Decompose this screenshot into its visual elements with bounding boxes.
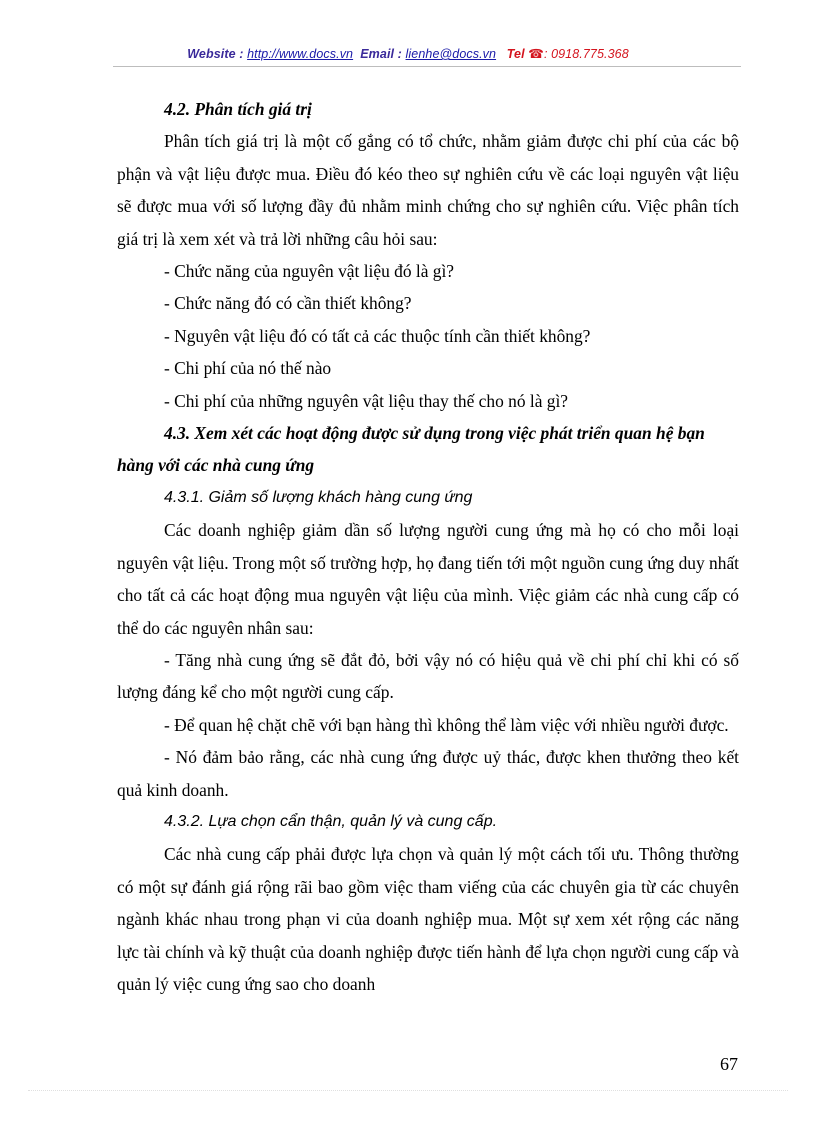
- bullet-item: - Chi phí của nó thế nào: [164, 358, 332, 379]
- paragraph: Phân tích giá trị là một cố gắng có tổ chức, nhằm giảm được chi phí của các bộ phận và vật liệu được mua. Điều đó kéo theo sự nghiên cứu về các loại nguyên vật liệu sẽ được mua với số lượng đầy đủ nhằm minh chứng cho sự nghiên cứu. Việc phân tích giá trị là xem xét và trả lời những câu hỏi sau:: [117, 131, 739, 249]
- tel-label: Tel: [506, 47, 525, 61]
- paragraph: Các nhà cung cấp phải được lựa chọn và quản lý một cách tối ưu. Thông thường có một sự đánh giá rộng rãi bao gồm việc tham viếng của các chuyên gia từ các chuyên ngành khác nhau trong phạn vi của doanh nghiệp mua. Một sự xem xét rộng các năng lực tài chính và kỹ thuật của doanh nghiệp được tiến hành để lựa chọn người cung cấp và quản lý việc cung ứng sao cho doanh: [117, 844, 739, 994]
- website-link[interactable]: http://www.docs.vn: [247, 47, 354, 61]
- phone-icon: ☎: [528, 47, 544, 61]
- section-heading: 4.2. Phân tích giá trị: [164, 99, 312, 119]
- bullet-item: - Chức năng của nguyên vật liệu đó là gì?: [164, 261, 455, 282]
- email-link[interactable]: lienhe@docs.vn: [405, 47, 497, 61]
- page-header: [0, 46, 816, 61]
- header-divider: [113, 66, 741, 67]
- bullet-item: - Nguyên vật liệu đó có tất cả các thuộc tính cần thiết không?: [164, 325, 591, 346]
- subsection-heading: 4.3.2. Lựa chọn cẩn thận, quản lý và cung cấp.: [164, 812, 498, 830]
- bullet-item: - Để quan hệ chặt chẽ với bạn hàng thì không thể làm việc với nhiều người được.: [164, 714, 729, 735]
- bullet-item: - Chức năng đó có cần thiết không?: [164, 293, 412, 314]
- page-number: 67: [720, 1054, 738, 1074]
- paragraph: Các doanh nghiệp giảm dần số lượng người cung ứng mà họ có cho mỗi loại nguyên vật liệu. Trong một số trường hợp, họ đang tiến tới một nguồn cung ứng duy nhất cho tất cả các hoạt động mua nguyên vật liệu của mình. Việc giảm các nhà cung cấp có thể do các nguyên nhân sau:: [117, 520, 739, 638]
- website-label: Website :: [187, 47, 244, 61]
- bullet-item: - Chi phí của những nguyên vật liệu thay thế cho nó là gì?: [164, 390, 569, 411]
- bullet-item: - Tăng nhà cung ứng sẽ đắt đỏ, bởi vậy nó có hiệu quả về chi phí chỉ khi có số lượng đáng kể cho một người cung cấp.: [117, 649, 739, 703]
- section-heading: 4.3. Xem xét các hoạt động được sử dụng trong việc phát triển quan hệ bạn hàng với các nhà cung ứng: [117, 423, 705, 476]
- document-body: [117, 93, 739, 1000]
- footer-divider: [28, 1090, 788, 1091]
- tel-value: : 0918.775.368: [543, 47, 629, 61]
- email-separator: :: [394, 47, 402, 61]
- bullet-item: - Nó đảm bảo rằng, các nhà cung ứng được uỷ thác, được khen thưởng theo kết quả kinh doanh.: [117, 747, 739, 800]
- subsection-heading: 4.3.1. Giảm số lượng khách hàng cung ứng: [164, 488, 473, 506]
- email-label: Email: [360, 47, 395, 61]
